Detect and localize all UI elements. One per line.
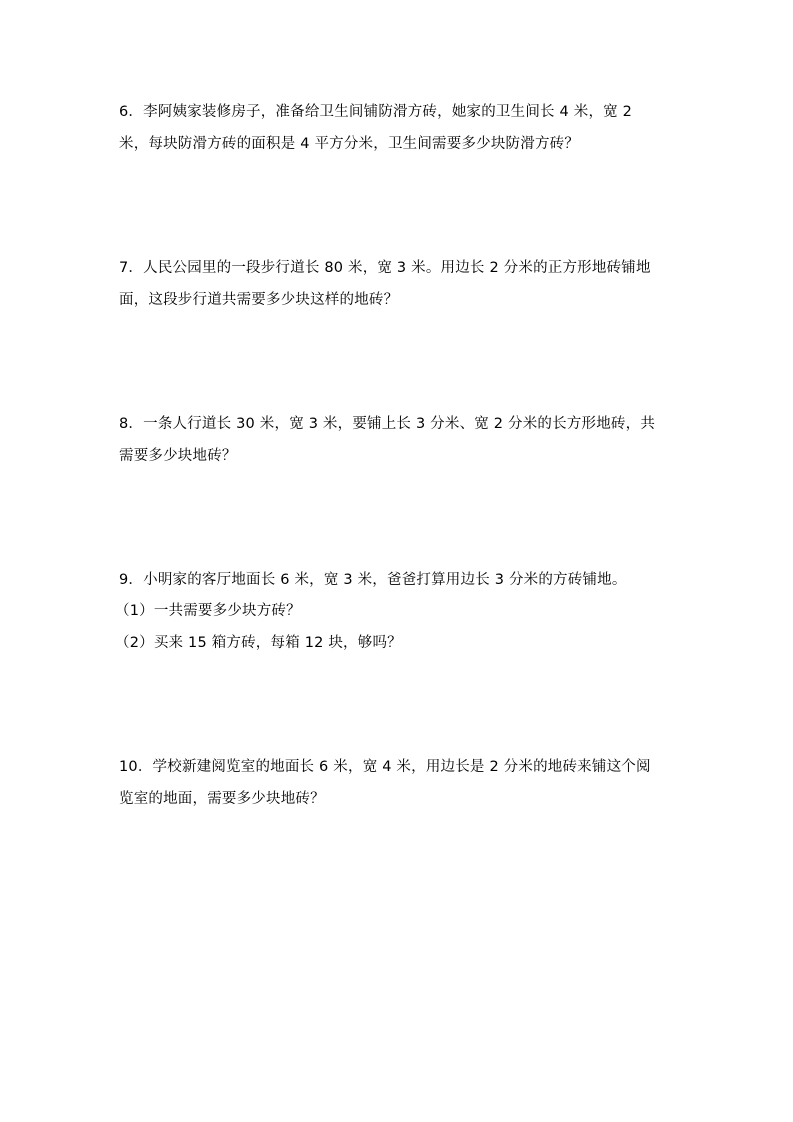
question-6-line-1: 6．李阿姨家装修房子，准备给卫生间铺防滑方砖，她家的卫生间长 4 米，宽 2	[119, 104, 633, 120]
question-9-part-2: （2）买来 15 箱方砖，每箱 12 块，够吗？	[115, 635, 402, 651]
question-9-line-1: 9．小明家的客厅地面长 6 米，宽 3 米，爸爸打算用边长 3 分米的方砖铺地。	[119, 572, 627, 588]
question-7-line-1: 7．人民公园里的一段步行道长 80 米，宽 3 米。用边长 2 分米的正方形地砖铺地	[119, 260, 651, 276]
question-10-line-1: 10．学校新建阅览室的地面长 6 米，宽 4 米，用边长是 2 分米的地砖来铺这个阅	[119, 759, 651, 775]
question-9-part-1: （1）一共需要多少块方砖？	[115, 603, 301, 619]
question-7-line-2: 面，这段步行道共需要多少块这样的地砖？	[119, 292, 399, 308]
question-10-line-2: 览室的地面，需要多少块地砖？	[119, 791, 325, 807]
question-8-line-1: 8．一条人行道长 30 米，宽 3 米，要铺上长 3 分米、宽 2 分米的长方形地砖，共	[119, 416, 656, 432]
question-8-line-2: 需要多少块地砖？	[119, 448, 237, 464]
question-6-line-2: 米，每块防滑方砖的面积是 4 平方分米，卫生间需要多少块防滑方砖？	[119, 136, 580, 152]
